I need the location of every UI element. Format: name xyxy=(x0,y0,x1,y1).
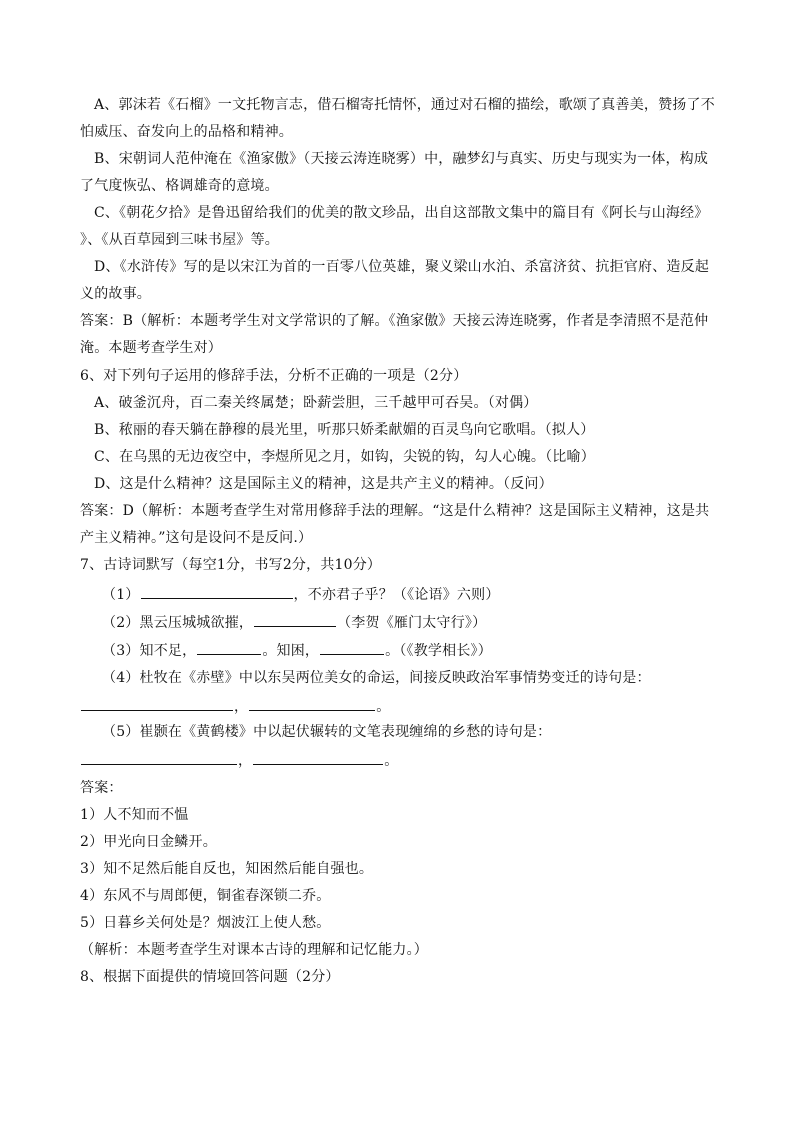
q7-item-3 xyxy=(102,640,492,661)
q6-option-b: B、秾丽的春天躺在静穆的晨光里，听那只娇柔献媚的百灵鸟向它歌唱。（拟人） xyxy=(94,422,595,438)
q7-item-5-blank-1[interactable] xyxy=(81,750,237,765)
answer-7-item-5: 5）日暮乡关何处是？烟波江上使人愁。 xyxy=(80,915,331,931)
comma: ， xyxy=(238,753,253,769)
q7-item-4-blank-1[interactable] xyxy=(81,696,233,711)
q7-item-5-blanks xyxy=(80,750,398,771)
option-b-line-1: B、宋朝词人范仲淹在《渔家傲》（天接云涛连晓雾）中，融梦幻与真实、历史与现实为一体，构成 xyxy=(94,151,709,167)
question-7: 7、古诗词默写（每空1分，书写2分，共10分） xyxy=(80,557,382,573)
option-a-line-1: A、郭沫若《石榴》一文托物言志，借石榴寄托情怀，通过对石榴的描绘，歌颂了真善美，赞扬了不 xyxy=(94,97,715,113)
answer-5-line-1: 答案：B（解析：本题考学生对文学常识的了解。《渔家傲》天接云涛连晓雾，作者是李清照不是范仲 xyxy=(80,313,709,329)
q7-item-2-text: （2）黑云压城城欲摧， xyxy=(102,615,254,631)
q7-item-1-number: （1） xyxy=(102,587,140,603)
q6-option-d: D、这是什么精神？这是国际主义的精神，这是共产主义的精神。（反问） xyxy=(94,476,553,492)
q6-option-c: C、在乌黑的无边夜空中，李煜所见之月，如钩，尖锐的钩，勾人心魄。（比喻） xyxy=(94,449,595,465)
answer-7-heading: 答案： xyxy=(80,780,123,796)
q7-item-1-text: ，不亦君子乎？（《论语》六则） xyxy=(293,587,500,603)
q7-item-2-blank[interactable] xyxy=(254,612,336,627)
q7-item-4-blanks xyxy=(80,696,390,717)
q7-item-3-text-c: 。（《教学相长》） xyxy=(385,643,492,659)
option-c-line-1: C、《朝花夕拾》是鲁迅留给我们的优美的散文珍品，出自这部散文集中的篇目有《阿长与山海经》 xyxy=(94,205,709,221)
q7-item-3-text-b: 。知困， xyxy=(262,643,320,659)
period: 。 xyxy=(376,699,391,715)
q7-item-4-blank-2[interactable] xyxy=(249,696,375,711)
answer-7-item-1: 1）人不知而不愠 xyxy=(80,807,189,823)
option-b-line-2: 了气度恢弘、格调雄奇的意境。 xyxy=(80,178,279,194)
q7-item-3-blank-1[interactable] xyxy=(197,640,261,655)
option-d-line-1: D、《水浒传》写的是以宋江为首的一百零八位英雄，聚义梁山水泊、杀富济贫、抗拒官府、造反起 xyxy=(94,259,710,275)
answer-6-line-1: 答案：D（解析：本题考查学生对常用修辞手法的理解。“这是什么精神？这是国际主义精神，这是共 xyxy=(80,503,710,519)
q7-item-3-text-a: （3）知不足， xyxy=(102,643,197,659)
answer-7-item-3: 3）知不足然后能自反也，知困然后能自强也。 xyxy=(80,861,374,877)
q7-item-5-blank-2[interactable] xyxy=(253,750,383,765)
q7-item-2-source: （李贺《雁门太守行》） xyxy=(337,615,487,631)
q7-item-5: （5）崔颢在《黄鹤楼》中以起伏辗转的文笔表现缠绵的乡愁的诗句是： xyxy=(102,724,552,740)
q7-item-1 xyxy=(102,584,500,605)
answer-5-line-2: 淹。本题考查学生对） xyxy=(80,340,222,356)
q7-item-4: （4）杜牧在《赤壁》中以东吴两位美女的命运，间接反映政治军事情势变迁的诗句是： xyxy=(102,670,651,686)
q7-item-3-blank-2[interactable] xyxy=(320,640,384,655)
q7-item-2 xyxy=(102,612,486,633)
answer-7-item-4: 4）东风不与周郎便，铜雀春深锁二乔。 xyxy=(80,888,331,904)
answer-7-analysis: （解析：本题考查学生对课本古诗的理解和记忆能力。） xyxy=(80,942,428,958)
comma: ， xyxy=(234,699,249,715)
period: 。 xyxy=(384,753,399,769)
question-6: 6、对下列句子运用的修辞手法，分析不正确的一项是（2分） xyxy=(80,368,468,384)
answer-7-item-2: 2）甲光向日金鳞开。 xyxy=(80,834,217,850)
q7-item-1-blank[interactable] xyxy=(141,584,293,599)
option-a-line-2: 怕威压、奋发向上的品格和精神。 xyxy=(80,124,293,140)
question-8: 8、根据下面提供的情境回答问题（2分） xyxy=(80,969,340,985)
option-c-line-2: 》、《从百草园到三味书屋》等。 xyxy=(80,232,279,248)
option-d-line-2: 义的故事。 xyxy=(80,286,151,302)
answer-6-line-2: 产主义精神。”这句是设问不是反问.） xyxy=(80,530,313,546)
q6-option-a: A、破釜沉舟，百二秦关终属楚；卧薪尝胆，三千越甲可吞吴。（对偶） xyxy=(94,395,538,411)
